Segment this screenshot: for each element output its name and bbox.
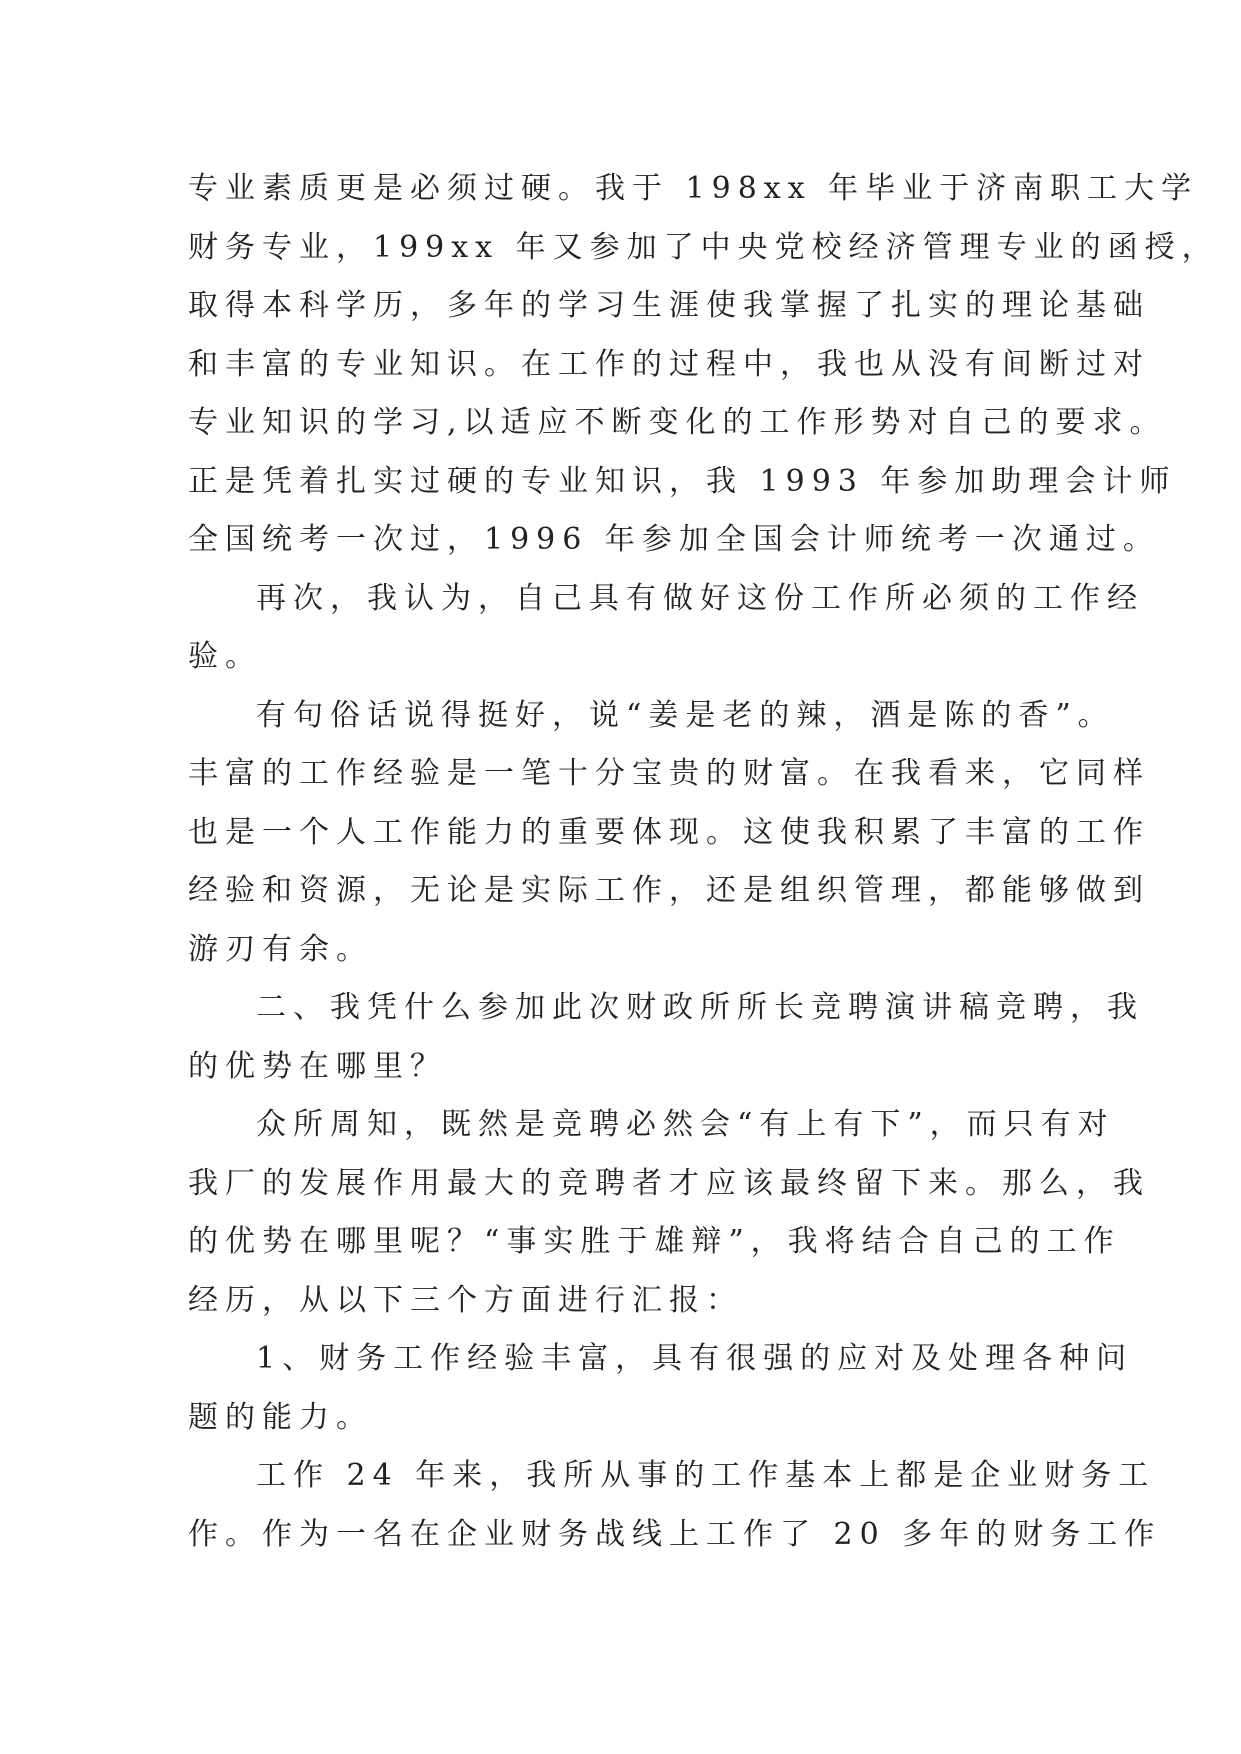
text-line: 专业素质更是必须过硬。我于 198xx 年毕业于济南职工大学 — [188, 171, 1199, 206]
section-heading: 的优势在哪里？ — [188, 1048, 447, 1084]
text-line: 和丰富的专业知识。在工作的过程中，我也从没有间断过对 — [188, 346, 1150, 382]
text-line: 也是一个人工作能力的重要体现。这使我积累了丰富的工作 — [188, 814, 1150, 850]
text-line: 经验和资源，无论是实际工作，还是组织管理，都能够做到 — [188, 873, 1150, 908]
text-line: 验。 — [188, 639, 262, 674]
text-line: 众所周知，既然是竞聘必然会“有上有下”，而只有对 — [256, 1107, 1115, 1142]
text-line: 有句俗话说得挺好，说“姜是老的辣，酒是陈的香”。 — [256, 697, 1115, 733]
text-line: 全国统考一次过，1996 年参加全国会计师统考一次通过。 — [188, 522, 1160, 557]
section-heading: 二、我凭什么参加此次财政所所长竞聘演讲稿竞聘，我 — [256, 990, 1144, 1025]
text-line: 我厂的发展作用最大的竞聘者才应该最终留下来。那么，我 — [188, 1165, 1150, 1201]
text-line: 丰富的工作经验是一笔十分宝贵的财富。在我看来，它同样 — [188, 756, 1150, 791]
text-line: 工作 24 年来，我所从事的工作基本上都是企业财务工 — [256, 1458, 1156, 1493]
text-line: 正是凭着扎实过硬的专业知识，我 1993 年参加助理会计师 — [188, 463, 1177, 499]
list-item-heading: 1、财务工作经验丰富，具有很强的应对及处理各种问 — [256, 1341, 1134, 1376]
text-line: 作。作为一名在企业财务战线上工作了 20 多年的财务工作 — [188, 1516, 1162, 1552]
text-line: 专业知识的学习,以适应不断变化的工作形势对自己的要求。 — [188, 405, 1167, 440]
text-line: 经历，从以下三个方面进行汇报： — [188, 1282, 743, 1318]
text-line: 游刃有余。 — [188, 931, 373, 967]
text-line: 财务专业，199xx 年又参加了中央党校经济管理专业的函授， — [188, 229, 1219, 265]
list-item-heading: 题的能力。 — [188, 1399, 373, 1435]
text-line: 的优势在哪里呢？“事实胜于雄辩”，我将结合自己的工作 — [188, 1224, 1121, 1259]
text-line: 取得本科学历，多年的学习生涯使我掌握了扎实的理论基础 — [188, 288, 1150, 323]
text-line: 再次，我认为，自己具有做好这份工作所必须的工作经 — [256, 580, 1144, 616]
body-text — [188, 160, 1219, 1564]
